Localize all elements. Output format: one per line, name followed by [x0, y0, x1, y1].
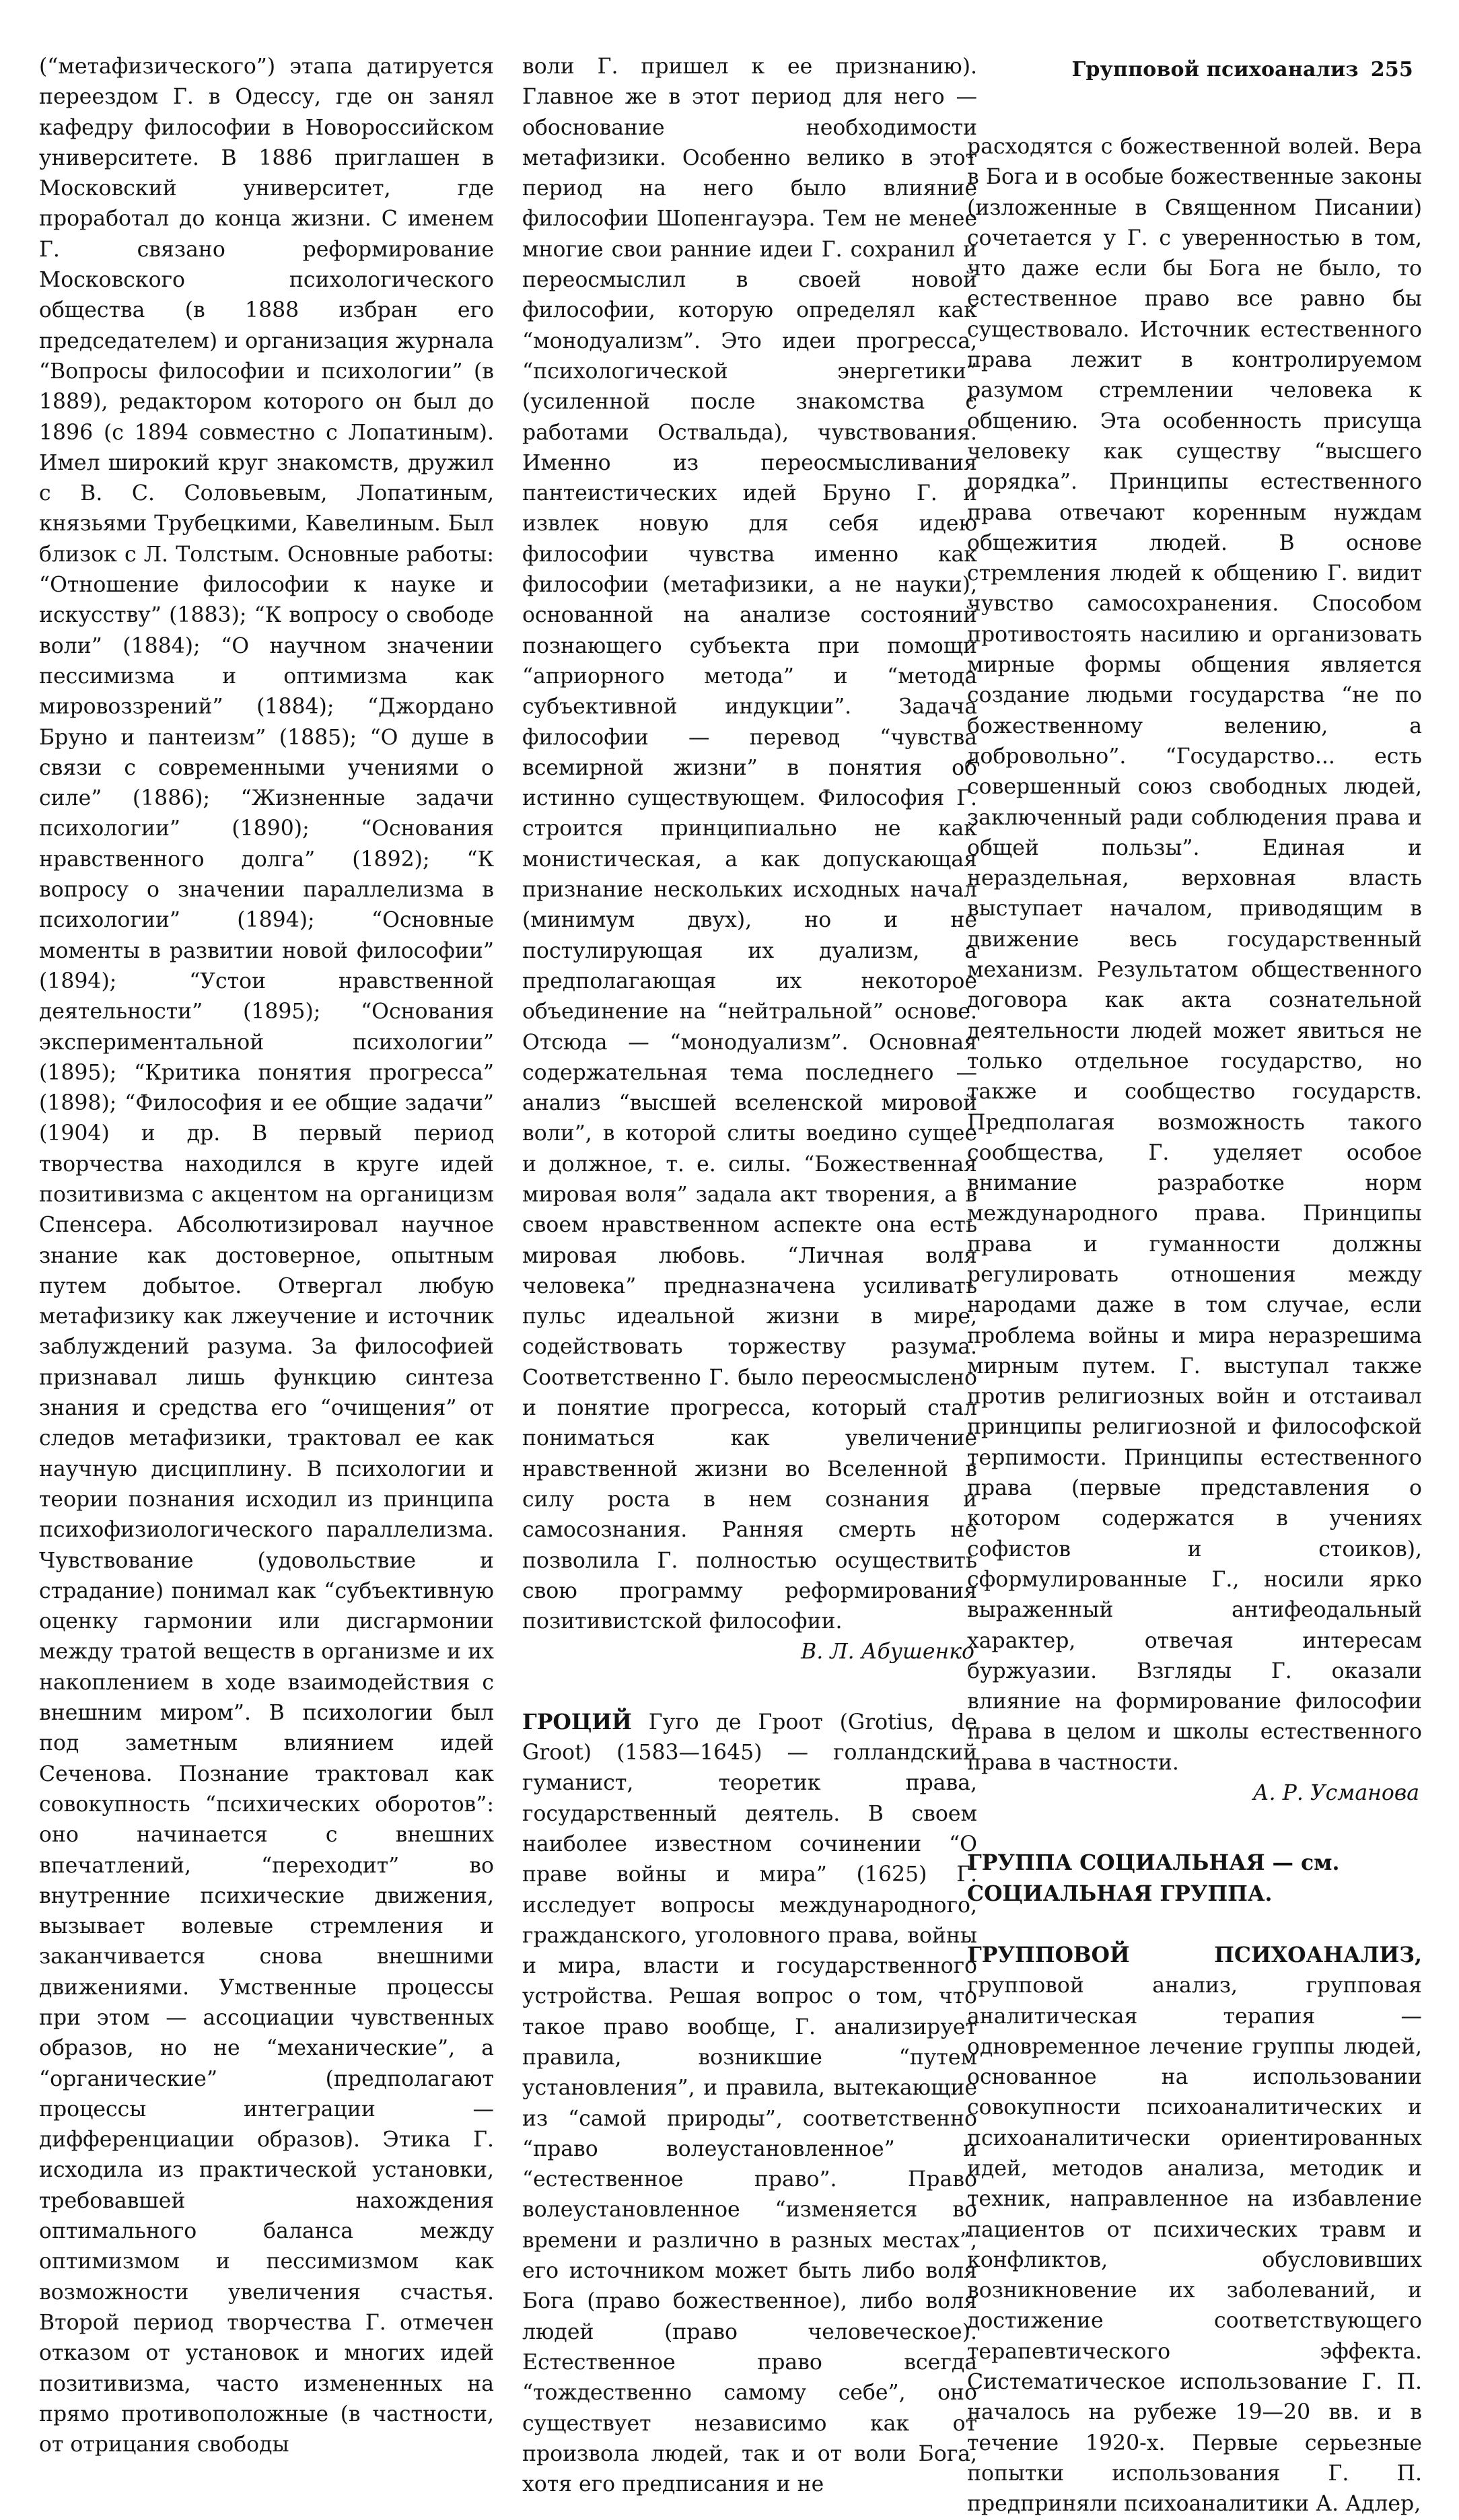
spacer — [522, 1668, 977, 1707]
author-signature: А. Р. Усманова — [1252, 1781, 1419, 1806]
body-paragraph: воли Г. пришел к ее признанию). Главное же в этот период для него — обоснование необходимости метафизики. Особенно велико в этот период на него было влияние философии Шопенгауэра. Тем не менее многие свои ранние идеи Г. сохранил и переосмыслил в своей новой философии, которую определял как “монодуализм”. Это идеи прогресса, “психологической энергетики” (усиленной после знакомства с работами Оствальда), чувствования. Именно из переосмысливания пантеистических идей Бруно Г. и извлек новую для себя идею философии чувства именно как философии (метафизики, а не науки), основанной на анализе состояний познающего субъекта при помощи “априорного метода” и “метода субъективной индукции”. Задача философии — перевод “чувства всемирной жизни” в понятия об истинно существующем. Философия Г. строится принципиально не как монистическая, а как допускающая признание нескольких исходных начал (минимум двух), но и не постулирующая их дуализм, а предполагающая их некоторое объединение на “нейтральной” основе. Отсюда — “монодуализм”. Основная содержательная тема последнего — анализ “высшей вселенской мировой воли”, в которой слиты воедино сущее и должное, т. е. силы. “Божественная мировая воля” задала акт творения, а в своем нравственном аспекте она есть мировая любовь. “Личная воля человека” предназначена усиливать пульс идеальной жизни в мире, содействовать торжеству разума. Соответственно Г. было переосмыслено и понятие прогресса, который стал пониматься как увеличение нравственной жизни во Вселенной в силу роста в нем сознания и самосознания. Ранняя смерть не позволила Г. полностью осуществить свою программу реформирования позитивистской философии. — [522, 55, 977, 1634]
body-paragraph: расходятся с божественной волей. Вера в Бога и в особые божественные законы (изложенные в Священном Писании) сочетается у Г. с уверенностью в том, что даже если бы Бога не было, то естественное право все равно бы существовало. Источник естественного права лежит в контролируемом разумом стремлении человека к общению. Эта особенность присуща человеку как существу “высшего порядка”. Принципы естественного права отвечают коренным нуждам общежития людей. В основе стремления людей к общению Г. видит чувство самосохранения. Способом противостоять насилию и организовать мирные формы общения является создание людьми государства “не по божественному велению, а добровольно”. “Государство... есть совершенный союз свободных людей, заключенный ради соблюдения права и общей пользы”. Единая и нераздельная, верховная власть выступает началом, приводящим в движение весь государственный механизм. Результатом общественного договора как акта сознательной деятельности людей может явиться не только отдельное государство, но также и сообщество государств. Предполагая возможность такого сообщества, Г. уделяет особое внимание разработке норм международного права. Принципы права и гуманности должны регулировать отношения между народами даже в том случае, если проблема войны и мира неразрешима мирным путем. Г. выступал также против религиозных войн и отстаивал принципы религиозной и философской терпимости. Принципы естественного права (первые представления о котором содержатся в учениях софистов и стоиков), сформулированные Г., носили ярко выраженный антифеодальный характер, отвечая интересам буржуазии. Взгляды Г. оказали влияние на формирование философии права в целом и школы естественного права в частности. — [967, 135, 1422, 1775]
entry-body: групповой анализ, групповая аналитическая терапия — одновременное лечение группы людей, основанное на использовании совокупности психоаналитических и психоаналитически ориентированных идей, методов анализа, методик и техник, направленное на избавление пациентов от психических травм и конфликтов, обусловивших возникновение их заболеваний, и достижение соответствующего терапевтического эффекта. Систематическое использование Г. П. началось на рубеже 19—20 вв. и в течение 1920-х. Первые серьезные попытки использования Г. П. предприняли психоаналитики А. Адлер, — [967, 1973, 1422, 2517]
page-number: 255 — [1370, 58, 1413, 81]
entry-grotius — [522, 1707, 977, 2500]
entry-body: Гуго де Гроот (Grotius, de Groot) (1583—1645) — голландский гуманист, теоретик права, государственный деятель. В своем наиболее известном сочинении “О праве войны и мира” (1625) Г. исследует вопросы международного, гражданского, уголовного права, войны и мира, власти и государственного устройства. Решая вопрос о том, что такое право вообще, Г. анализирует правила, возникшие “путем установления”, и правила, вытекающие из “самой природы”, соответственно “право волеустановленное” и “естественное право”. Право волеустановленное “изменяется во времени и различно в разных местах”, его источником может быть либо воля Бога (право божественное), либо воля людей (право человеческое). Естественное право всегда “тождественно самому себе”, оно существует независимо как от произвола людей, так и от воли Бога, хотя его предписания и не — [522, 1710, 977, 2497]
text-column-1 — [39, 52, 494, 2460]
running-header — [1071, 58, 1413, 81]
body-paragraph: (“метафизического”) этапа датируется переездом Г. в Одессу, где он занял кафедру философии в Новороссийском университете. В 1886 приглашен в Московский университет, где проработал до конца жизни. С именем Г. связано реформирование Московского психологического общества (в 1888 избран его председателем) и организация журнала “Вопросы философии и психологии” (в 1889), редактором которого он был до 1896 (с 1894 совместно с Лопатиным). Имел широкий круг знакомств, дружил с В. С. Соловьевым, Лопатиным, князьями Трубецкими, Кавелиным. Был близок с Л. Толстым. Основные работы: “Отношение философии к науке и искусству” (1883); “К вопросу о свободе воли” (1884); “О научном значении пессимизма и оптимизма как мировоззрений” (1884); “Джордано Бруно и пантеизм” (1885); “О душе в связи с современными учениями о силе” (1886); “Жизненные задачи психологии” (1890); “Основания нравственного долга” (1892); “К вопросу о значении параллелизма в психологии” (1894); “Основные моменты в развитии новой философии” (1894); “Устои нравственной деятельности” (1895); “Основания экспериментальной психологии” (1895); “Критика понятия прогресса” (1898); “Философия и ее общие задачи” (1904) и др. В первый период творчества находился в круге идей позитивизма с акцентом на органицизм Спенсера. Абсолютизировал научное знание как достоверное, опытным путем добытое. Отвергал любую метафизику как лжеучение и источник заблуждений разума. За философией признавал лишь функцию синтеза знания и средства его “очищения” от следов метафизики, трактовал ее как научную дисциплину. В психологии и теории познания исходил из принципа психофизиологического параллелизма. Чувствование (удовольствие и страдание) понимал как “субъективную оценку гармонии или дисгармонии между тратой веществ в организме и их накоплением в ходе взаимодействия с внешним миром”. В психологии был под заметным влиянием идей Сеченова. Познание трактовал как совокупность “психических оборотов”: оно начинается с внешних впечатлений, “переходит” во внутренние психические движения, вызывает волевые стремления и заканчивается снова внешними движениями. Умственные процессы при этом — ассоциации чувственных образов, но не “механические”, а “органические” (предполагают процессы интеграции — дифференциации образов). Этика Г. исходила из практической установки, требовавшей нахождения оптимального баланса между оптимизмом и пессимизмом как возможности увеличения счастья. Второй период творчества Г. отмечен отказом от установок и многих идей позитивизма, часто измененных на прямо противоположные (в частности, от отрицания свободы — [39, 55, 494, 2457]
entry-group-psychoanalysis — [967, 1940, 1422, 2520]
entry-headword: ГРУППОВОЙ ПСИХОАНАЛИЗ, — [967, 1942, 1422, 1967]
author-signature: В. Л. Абушенко — [801, 1640, 974, 1665]
spacer — [967, 1809, 1422, 1848]
entry-headword: ГРОЦИЙ — [522, 1709, 632, 1735]
crossref-entry: ГРУППА СОЦИАЛЬНАЯ — см. СОЦИАЛЬНАЯ ГРУППА. — [967, 1850, 1340, 1906]
text-column-2 — [522, 52, 977, 2500]
spacer — [967, 1909, 1422, 1940]
running-title: Групповой психоанализ — [1071, 58, 1359, 81]
text-column-3 — [967, 132, 1422, 2520]
